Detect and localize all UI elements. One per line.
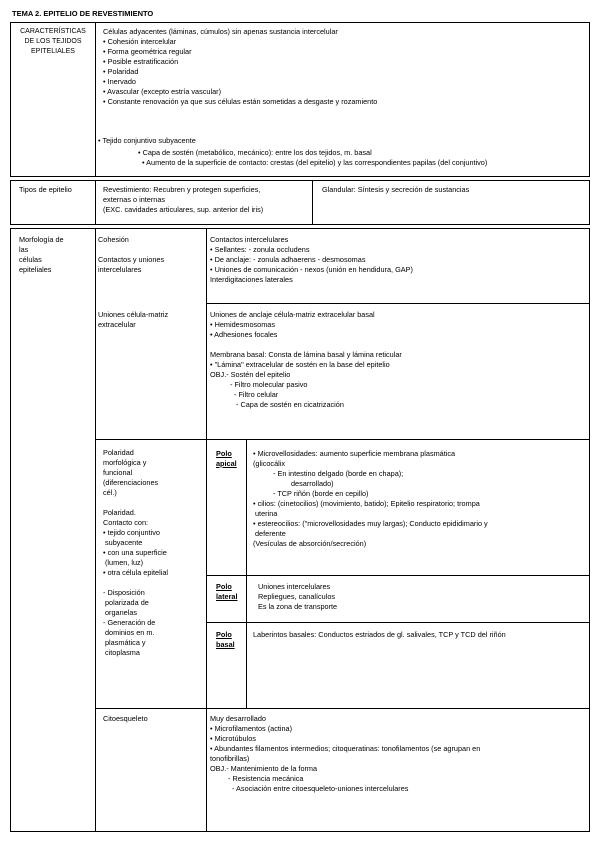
characteristics-label: CARACTERÍSTICAS DE LOS TEJIDOS EPITELIALES — [20, 28, 86, 55]
polarity-label: Polaridad morfológica y funcional (diferenciaciones cél.) Polaridad. Contacto con: • tejido conjuntivo subyacente • con una superficie (lumen, luz) • otra célula epitelial - Disposición polarizada de organelas - Generación de dominios en m. plasmática y citoplasma — [103, 448, 169, 657]
cell-matrix-text: Uniones de anclaje célula-matriz extracelular basal • Hemidesmosomas • Adhesiones focales Membrana basal: Consta de lámina basal y lámina reticular • "Lámina" extracelular de sostén en la base del epitelio OBJ.- Sostén del epitelio - Filtro molecular pasivo - Filtro celular - Capa de sostén en cicatrización — [210, 310, 402, 409]
intercellular-contacts-text: Contactos intercelulares • Sellantes: - zonula occludens • De anclaje: - zonula adhaerens - desmosomas • Uniones de comunicación - nexos (unión en hendidura, GAP) Interdigitaciones laterales — [210, 235, 413, 284]
cell-matrix-label: Uniones célula-matriz extracelular — [98, 310, 169, 329]
cell-morphology-label: Morfología de las células epiteliales — [19, 235, 64, 274]
lateral-pole-text: Uniones intercelulares Repliegues, canalículos Es la zona de transporte — [258, 582, 338, 611]
section-epithelium-types — [10, 180, 590, 225]
lateral-pole-label: Polo lateral — [216, 582, 238, 601]
epithelium-types-label: Tipos de epitelio — [19, 185, 72, 194]
document-title: TEMA 2. EPITELIO DE REVESTIMIENTO — [12, 9, 154, 18]
cytoskeleton-label: Citoesqueleto — [103, 714, 148, 723]
glandular-epithelium-text: Glandular: Síntesis y secreción de sustancias — [322, 185, 470, 194]
connective-tissue-items: • Capa de sostén (metabólico, mecánico): entre los dos tejidos, m. basal • Aumento de la superficie de contacto: crestas (del epitelio) y las correspondientes papilas (del conjuntivo) — [138, 148, 488, 167]
apical-pole-text: • Microvellosidades: aumento superficie membrana plasmática (glicocálix - En intestino delgado (borde en chapa); desarrollado) - TCP riñón (borde en cepillo) • cilios: (cinetocilios) (movimiento, batido); Epitelio respiratorio; trompa uterina • estereocilios: ("microvellosidades muy largas); Conducto epididimario y deferente (Vesículas de absorción/secreción) — [253, 449, 488, 548]
cohesion-label: Cohesión Contactos y uniones intercelulares — [98, 235, 165, 274]
cytoskeleton-text: Muy desarrollado • Microfilamentos (actina) • Microtúbulos • Abundantes filamentos intermedios; citoqueratinas: tonofilamentos (se agrupan en tonofibrillas) OBJ.- Mantenimiento de la forma - Resistencia mecánica - Asociación entre citoesqueleto-uniones intercelulares — [210, 714, 481, 793]
basal-pole-label: Polo basal — [216, 630, 235, 649]
basal-pole-text: Laberintos basales: Conductos estriados de gl. salivales, TCP y TCD del riñón — [253, 630, 506, 639]
connective-tissue-title: • Tejido conjuntivo subyacente — [98, 136, 196, 145]
lining-epithelium-text: Revestimiento: Recubren y protegen superficies, externas o internas (EXC. cavidades articulares, sup. anterior del iris) — [103, 185, 264, 214]
characteristics-list: Células adyacentes (láminas, cúmulos) sin apenas sustancia intercelular • Cohesión intercelular • Forma geométrica regular • Posible estratificación • Polaridad • Inervado • Avascular (excepto estría vascular) • Constante renovación ya que sus células están sometidas a desgaste y rozamiento — [103, 27, 378, 106]
document-page — [10, 8, 590, 19]
apical-pole-label: Polo apical — [216, 449, 237, 468]
